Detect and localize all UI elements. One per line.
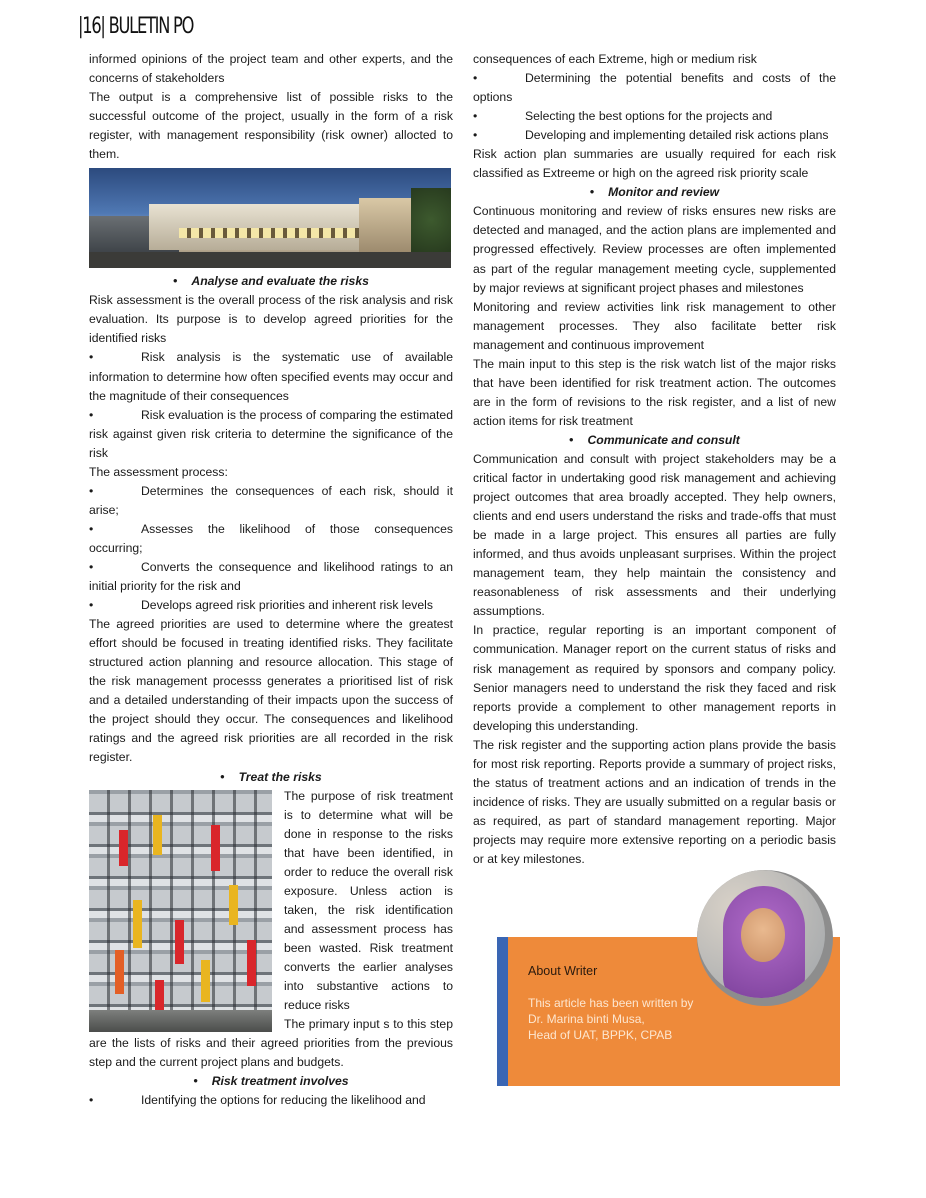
paragraph: Risk action plan summaries are usually required for each risk classified as Extreeme or high on the agreed risk priority scale [473,147,836,181]
section-heading-involves: • Risk treatment involves [193,1074,349,1089]
bullet-icon: • [89,598,94,613]
bullet-icon: • [473,71,478,86]
paragraph: The main input to this step is the risk watch list of the major risks that have been identified for risk treatment action. The outcomes are in the form of revisions to the risk register, and a list of new action items for risk treatment [473,356,836,428]
paragraph: The purpose of risk treatment is to determine what will be done in response to the risks that have been identified, in order to reduce the overall risk exposure. Unless action is taken, the risk identification and assessment process has been wasted. Risk treatment converts the earlier analyses into substantive actions to reduce risks [284,788,453,1013]
bullet-icon: • [220,769,225,784]
bullet-icon: • [473,109,478,124]
about-writer-title: About Writer [528,964,598,978]
bullet-icon: • [89,350,94,365]
page-header: |16| BULETIN PO [78,14,194,39]
section-heading-analyse: • Analyse and evaluate the risks [173,274,369,289]
bullet-icon: • [473,128,478,143]
bullet-item: • Risk evaluation is the process of comparing the estimated risk against given risk criteria to determine the significance of the risk [89,407,453,460]
paragraph: consequences of each Extreme, high or medium risk [473,52,757,66]
paragraph: Continuous monitoring and review of risks ensures new risks are detected and managed, and the action plans are implemented and progressed effectively. Review processes are often implemented as part of the regular management meeting cycle, supplemented by major reviews at significant project phases and milestones [473,204,836,295]
paragraph: In practice, regular reporting is an important component of communication. Manager report on the current status of risks and risk management as required by sponsors and company policy. Senior managers need to understand the risk they faced and risk reports provide a complement to other management reports in developing this understanding. [473,623,836,733]
paragraph: informed opinions of the project team and other experts, and the concerns of stakeholders [89,52,453,86]
facade-photo [89,790,272,1032]
left-column [89,50,453,1110]
about-writer-text: This article has been written by Dr. Marina binti Musa, Head of UAT, BPPK, CPAB [528,996,694,1042]
bullet-item: • Determines the consequences of each risk, should it arise; [89,483,453,517]
treat-block [89,787,453,1073]
bullet-icon: • [193,1074,198,1089]
section-heading-communicate: • Communicate and consult [569,432,740,447]
section-heading-monitor: • Monitor and review [589,185,720,200]
paragraph: The primary input s to this step are the lists of risks and their agreed priorities from the previous step and the current project plans and budgets. [89,1017,453,1070]
right-column [473,50,836,869]
paragraph: The assessment process: [89,464,228,479]
bullet-icon: • [89,483,94,498]
paragraph: The output is a comprehensive list of possible risks to the successful outcome of the project, usually in the form of a risk register, with management responsibility (risk owner) allocted to them. [89,90,453,162]
bullet-item: • Converts the consequence and likelihood ratings to an initial priority for the risk and [89,559,453,594]
bullet-icon: • [569,432,574,447]
bullet-item: • Determining the potential benefits and costs of the options [473,71,836,105]
bullet-item: • Risk analysis is the systematic use of available information to determine how often specified events may occur and the magnitude of their consequences [89,350,453,403]
bullet-item: • Assesses the likelihood of those consequences occurring; [89,521,453,555]
writer-avatar [697,870,833,1006]
paragraph: The risk register and the supporting action plans provide the basis for most risk reporting. Reports provide a summary of project risks, the status of treatment actions and an indication of trends in the incidence of risks. They are usually submitted on a regular basis or as required, as part of standard management reporting. Major projects may require more extensive reporting on a periodic basis or at key milestones. [473,737,836,866]
bullet-icon: • [173,274,178,289]
bullet-item: • Develops agreed risk priorities and inherent risk levels [89,596,453,615]
paragraph: Communication and consult with project stakeholders may be a critical factor in undertaking good risk management and achieving project outcomes that area broadly accepted. They help owners, clients and end users understand the risks and trade-offs that must be made in a large project. This ensures all parties are fully informed, and thus avoids unpleasant surprises. Within the project management team, they help maintain the consistency and reasonableness of risk assessments and their underlying assumptions. [473,451,836,619]
bullet-item: • Identifying the options for reducing the likelihood and [89,1091,453,1110]
bullet-icon: • [89,521,94,536]
bullet-icon: • [89,407,94,422]
bullet-item: • Developing and implementing detailed risk actions plans [473,126,836,145]
bullet-icon: • [89,559,94,574]
paragraph: Monitoring and review activities link risk management to other management processes. They also facilitate better risk management and continuous improvement [473,299,836,352]
bullet-icon: • [89,1093,94,1108]
paragraph: The agreed priorities are used to determine where the greatest effort should be focused in treating identified risks. They facilitate structured action planning and resource allocation. This stage of the risk management processs generates a prioritised list of risk and a detailed understanding of their impacts upon the success of the project should they occur. The consequences and likelihood ratings and the agreed risk priorities are all recorded in the risk register. [89,617,453,765]
paragraph: Risk assessment is the overall process of the risk analysis and risk evaluation. Its purpose is to develop agreed priorities for the identified risks [89,293,453,346]
bullet-icon: • [589,185,595,200]
bullet-item: • Selecting the best options for the projects and [473,107,836,126]
building-photo [89,168,451,268]
section-heading-treat: • Treat the risks [220,769,322,784]
